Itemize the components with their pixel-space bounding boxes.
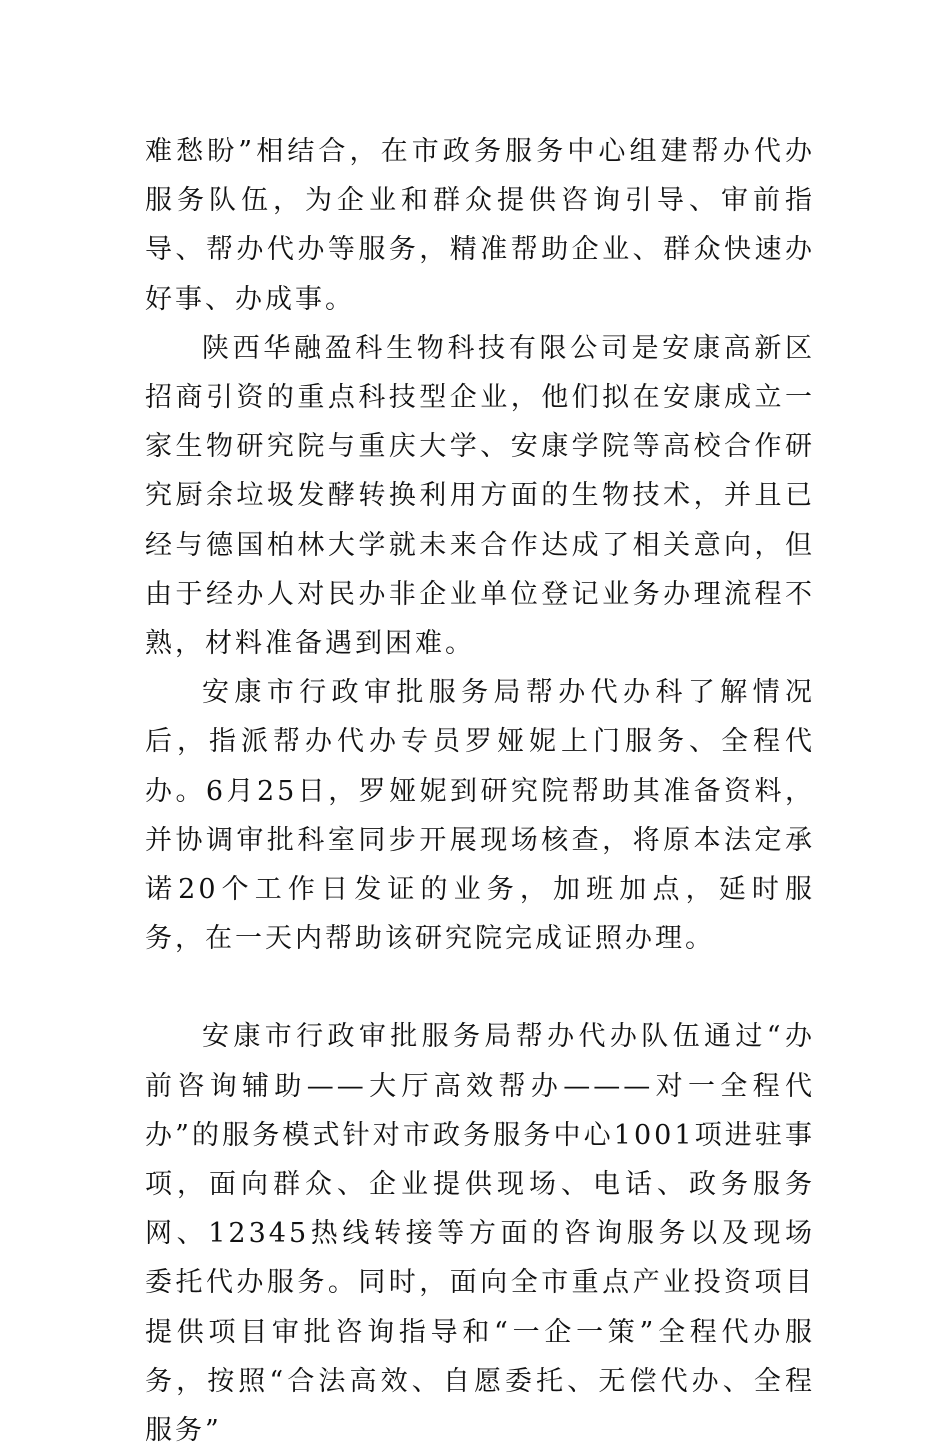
paragraph-service-response: 安康市行政审批服务局帮办代办科了解情况后，指派帮办代办专员罗娅妮上门服务、全程代办。6月25日，罗娅妮到研究院帮助其准备资料，并协调审批科室同步开展现场核查，将原本法定承诺20个工作日发证的业务，加班加点，延时服务，在一天内帮助该研究院完成证照办理。 <box>145 677 815 955</box>
paragraph-continuation: 难愁盼”相结合，在市政务服务中心组建帮办代办服务队伍，为企业和群众提供咨询引导、审前指导、帮办代办等服务，精准帮助企业、群众快速办好事、办成事。 <box>145 136 815 315</box>
document-body <box>145 127 815 1455</box>
paragraph-spacer <box>145 963 815 1012</box>
paragraph-company-case: 陕西华融盈科生物科技有限公司是安康高新区招商引资的重点科技型企业，他们拟在安康成立一家生物研究院与重庆大学、安康学院等高校合作研究厨余垃圾发酵转换利用方面的生物技术，并且已经与德国柏林大学就未来合作达成了相关意向，但由于经办人对民办非企业单位登记业务办理流程不熟，材料准备遇到困难。 <box>145 332 815 660</box>
paragraph-service-model: 安康市行政审批服务局帮办代办队伍通过“办前咨询辅助——大厅高效帮办———对一全程代办”的服务模式针对市政务服务中心1001项进驻事项，面向群众、企业提供现场、电话、政务服务网、12345热线转接等方面的咨询服务以及现场委托代办服务。同时，面向全市重点产业投资项目提供项目审批咨询指导和“一企一策”全程代办服务，按照“合法高效、自愿委托、无偿代办、全程服务” <box>145 1021 815 1447</box>
